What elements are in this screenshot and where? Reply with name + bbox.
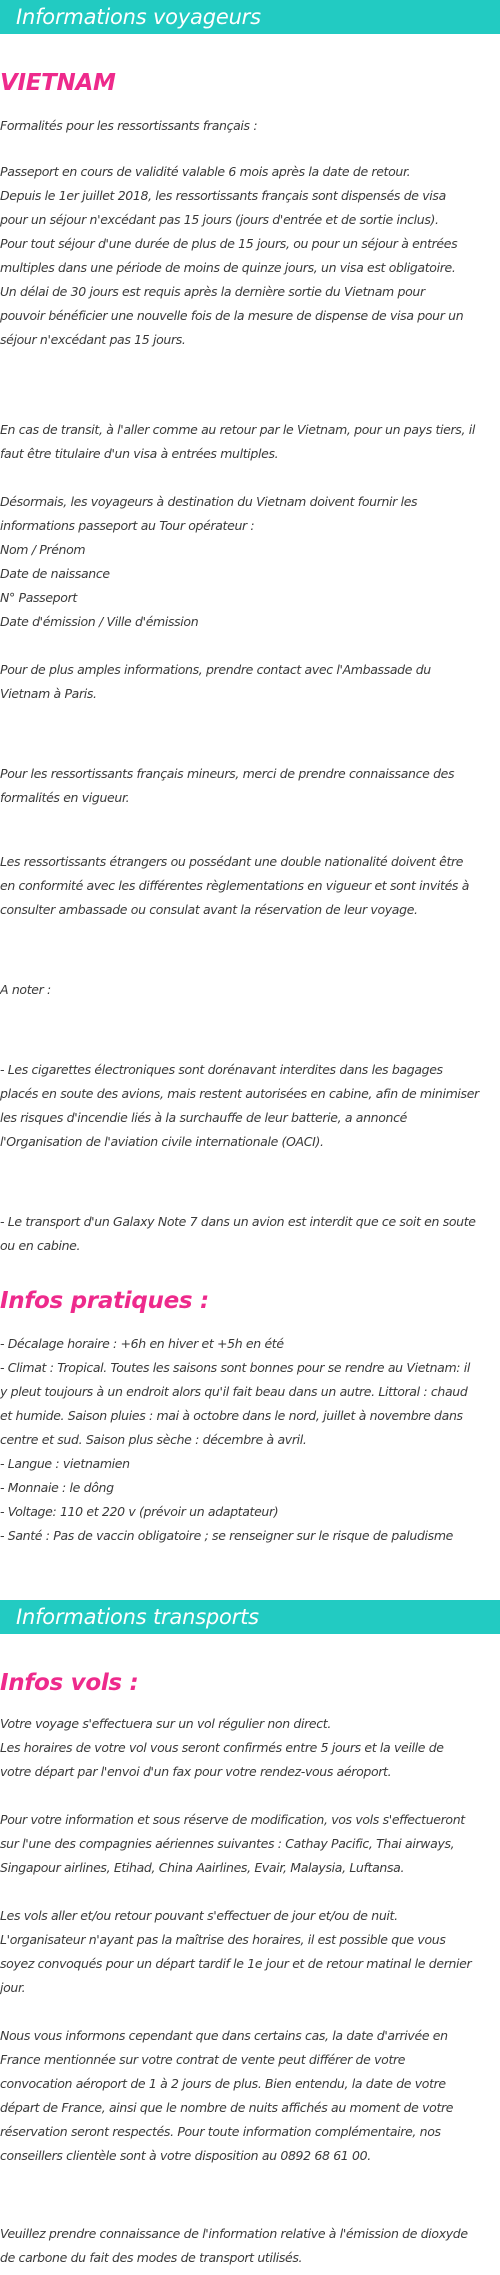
galaxy-paragraph	[0, 1210, 500, 1258]
list-item: - Santé : Pas de vaccin obligatoire ; se renseigner sur le risque de paludisme	[0, 1528, 454, 1543]
text-line: réservation seront respectés. Pour toute information complémentaire, nos	[0, 2124, 441, 2139]
list-item: - Langue : vietnamien	[0, 1456, 130, 1471]
text-line: Depuis le 1er juillet 2018, les ressortissants français sont dispensés de visa	[0, 188, 446, 203]
mineurs-paragraph	[0, 762, 500, 810]
list-item: - Décalage horaire : +6h en hiver et +5h en été	[0, 1336, 284, 1351]
ambassade-paragraph	[0, 658, 500, 706]
etrangers-paragraph	[0, 850, 500, 922]
text-line: départ de France, ainsi que le nombre de nuits affichés au moment de votre	[0, 2100, 454, 2115]
text-line: conseillers clientèle sont à votre disposition au 0892 68 61 00.	[0, 2148, 371, 2163]
text-line: Pour tout séjour d'une durée de plus de 15 jours, ou pour un séjour à entrées	[0, 236, 458, 251]
text-line: soyez convoqués pour un départ tardif le 1e jour et de retour matinal le dernier	[0, 1956, 472, 1971]
text-line: en conformité avec les différentes règlementations en vigueur et sont invités à	[0, 878, 470, 893]
text-line: Pour votre information et sous réserve de modification, vos vols s'effectueront	[0, 1812, 465, 1827]
text-line: jour.	[0, 1980, 26, 1995]
regulier-paragraph	[0, 1712, 500, 1784]
text-line: Un délai de 30 jours est requis après la dernière sortie du Vietnam pour	[0, 284, 425, 299]
text-line: séjour n'excédant pas 15 jours.	[0, 332, 186, 347]
list-item: - Climat : Tropical. Toutes les saisons sont bonnes pour se rendre au Vietnam: il	[0, 1360, 471, 1375]
text-line: Votre voyage s'effectuera sur un vol régulier non direct.	[0, 1716, 331, 1731]
text-line: pour un séjour n'excédant pas 15 jours (jours d'entrée et de sortie inclus).	[0, 212, 439, 227]
co2-paragraph	[0, 2222, 500, 2270]
list-item: centre et sud. Saison plus sèche : décembre à avril.	[0, 1432, 307, 1447]
text-line: Singapour airlines, Etihad, China Aairlines, Evair, Malaysia, Luftansa.	[0, 1860, 405, 1875]
transit-paragraph	[0, 418, 500, 466]
text-line: Date d'émission / Ville d'émission	[0, 614, 199, 629]
compagnies-paragraph	[0, 1808, 500, 1880]
text-line: consulter ambassade ou consulat avant la réservation de leur voyage.	[0, 902, 418, 917]
text-line: votre départ par l'envoi d'un fax pour votre rendez-vous aéroport.	[0, 1764, 392, 1779]
vols-title: Infos vols :	[0, 1670, 139, 1696]
text-line: informations passeport au Tour opérateur :	[0, 518, 255, 533]
text-line: ou en cabine.	[0, 1238, 81, 1253]
text-line: faut être titulaire d'un visa à entrées multiples.	[0, 446, 279, 461]
passport-paragraph	[0, 160, 500, 352]
text-line: - Le transport d'un Galaxy Note 7 dans un avion est interdit que ce soit en soute	[0, 1214, 476, 1229]
formalites-label: Formalités pour les ressortissants français :	[0, 118, 258, 133]
passport-info-paragraph	[0, 490, 500, 634]
text-line: En cas de transit, à l'aller comme au retour par le Vietnam, pour un pays tiers, il	[0, 422, 475, 437]
list-item: y pleut toujours à un endroit alors qu'il fait beau dans un autre. Littoral : chaud	[0, 1384, 468, 1399]
text-line: Nous vous informons cependant que dans certains cas, la date d'arrivée en	[0, 2028, 448, 2043]
text-line: - Les cigarettes électroniques sont dorénavant interdites dans les bagages	[0, 1062, 443, 1077]
text-line: placés en soute des avions, mais restent autorisées en cabine, afin de minimiser	[0, 1086, 479, 1101]
list-item: et humide. Saison pluies : mai à octobre dans le nord, juillet à novembre dans	[0, 1408, 463, 1423]
country-title: VIETNAM	[0, 70, 116, 96]
cigarettes-paragraph	[0, 1058, 500, 1154]
text-line: L'organisateur n'ayant pas la maîtrise des horaires, il est possible que vous	[0, 1932, 446, 1947]
text-line: Pour les ressortissants français mineurs, merci de prendre connaissance des	[0, 766, 455, 781]
text-line: formalités en vigueur.	[0, 790, 130, 805]
text-line: N° Passeport	[0, 590, 77, 605]
text-line: Nom / Prénom	[0, 542, 86, 557]
text-line: France mentionnée sur votre contrat de vente peut différer de votre	[0, 2052, 406, 2067]
text-line: Les ressortissants étrangers ou possédant une double nationalité doivent être	[0, 854, 464, 869]
pratiques-title: Infos pratiques :	[0, 1288, 209, 1314]
text-line: l'Organisation de l'aviation civile internationale (OACI).	[0, 1134, 324, 1149]
text-line: Pour de plus amples informations, prendre contact avec l'Ambassade du	[0, 662, 431, 677]
text-line: Désormais, les voyageurs à destination du Vietnam doivent fournir les	[0, 494, 418, 509]
text-line: Date de naissance	[0, 566, 110, 581]
text-line: convocation aéroport de 1 à 2 jours de plus. Bien entendu, la date de votre	[0, 2076, 446, 2091]
arrivee-paragraph	[0, 2024, 500, 2168]
text-line: Les horaires de votre vol vous seront confirmés entre 5 jours et la veille de	[0, 1740, 444, 1755]
list-item: - Voltage: 110 et 220 v (prévoir un adaptateur)	[0, 1504, 279, 1519]
text-line: pouvoir bénéficier une nouvelle fois de la mesure de dispense de visa pour un	[0, 308, 464, 323]
text-line: Les vols aller et/ou retour pouvant s'effectuer de jour et/ou de nuit.	[0, 1908, 398, 1923]
text-line: Vietnam à Paris.	[0, 686, 97, 701]
text-line: Passeport en cours de validité valable 6 mois après la date de retour.	[0, 164, 411, 179]
voyageurs-banner: Informations voyageurs	[0, 0, 500, 34]
list-item: - Monnaie : le dông	[0, 1480, 114, 1495]
pratiques-list	[0, 1332, 500, 1548]
text-line: Veuillez prendre connaissance de l'information relative à l'émission de dioxyde	[0, 2226, 468, 2241]
text-line: sur l'une des compagnies aériennes suivantes : Cathay Pacific, Thai airways,	[0, 1836, 455, 1851]
text-line: de carbone du fait des modes de transport utilisés.	[0, 2250, 303, 2265]
text-line: les risques d'incendie liés à la surchauffe de leur batterie, a annoncé	[0, 1110, 407, 1125]
a-noter-label: A noter :	[0, 982, 51, 997]
transports-banner: Informations transports	[0, 1600, 500, 1634]
nuit-paragraph	[0, 1904, 500, 2000]
text-line: multiples dans une période de moins de quinze jours, un visa est obligatoire.	[0, 260, 456, 275]
